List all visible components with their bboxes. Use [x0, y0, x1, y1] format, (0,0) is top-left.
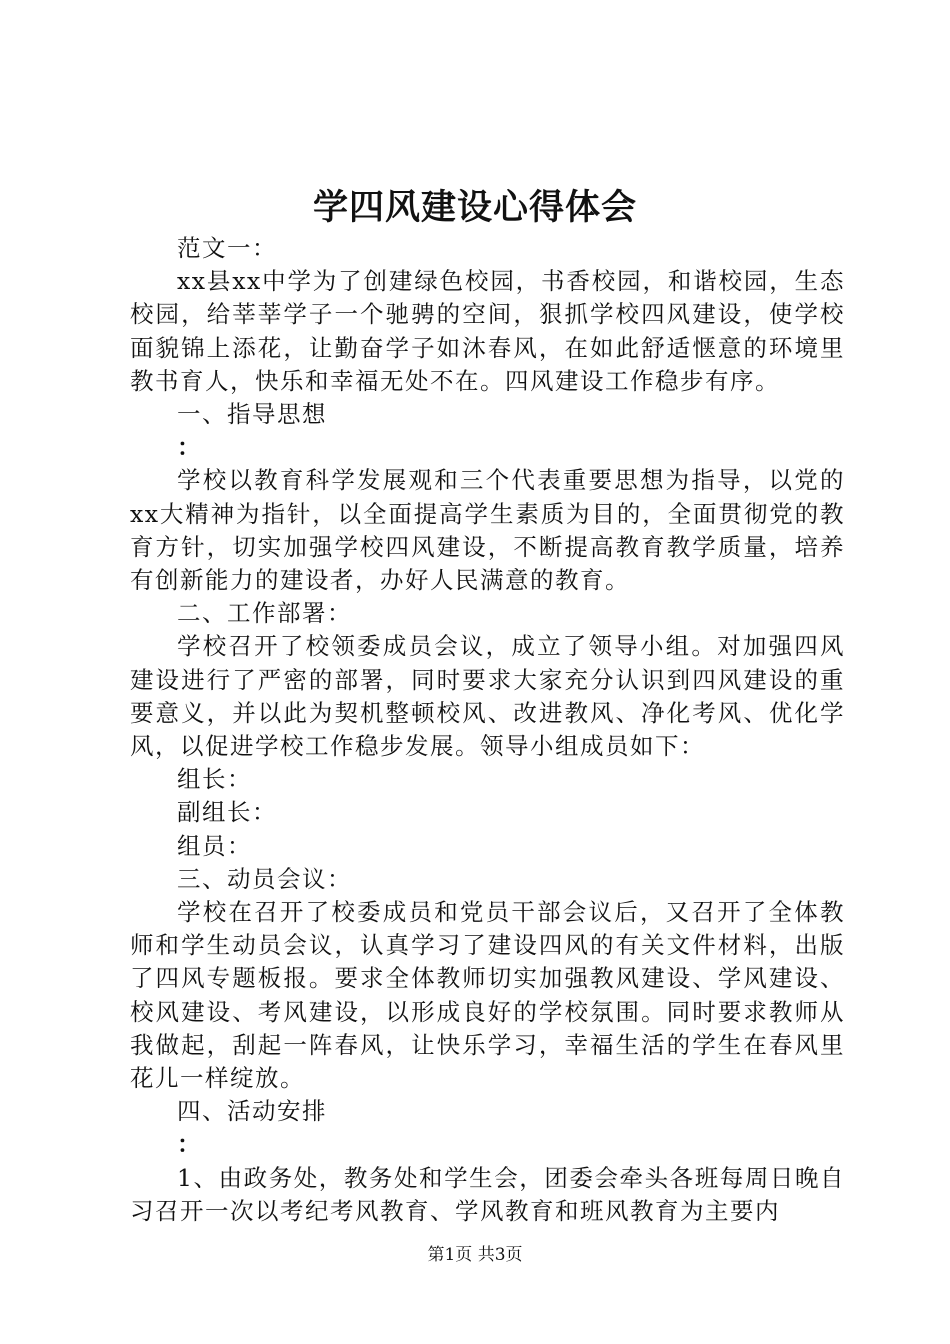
section-heading-activities: 四、活动安排 — [177, 1097, 327, 1126]
paragraph-mobilization: 学校在召开了校委成员和党员干部会议后，又召开了全体教师和学生动员会议，认真学习了建设四风的有关文件材料，出版了四风专题板报。要求全体教师切实加强教风建设、学风建设、校风建设、考风建设，以形成良好的学校氛围。同时要求教师从我做起，刮起一阵春风，让快乐学习，幸福生活的学生在春风里花儿一样绽放。 — [130, 898, 845, 1093]
section-colon: ： — [177, 1130, 202, 1159]
paragraph-work-deployment: 学校召开了校领委成员会议，成立了领导小组。对加强四风建设进行了严密的部署，同时要求大家充分认识到四风建设的重要意义，并以此为契机整顿校风、改进教风、净化考风、优化学风，以促进学校工作稳步发展。领导小组成员如下： — [130, 632, 845, 761]
page-number-footer: 第1页 共3页 — [427, 1245, 523, 1265]
paragraph-sample-heading: 范文一： — [177, 234, 277, 262]
section-heading-mobilization: 三、动员会议： — [177, 864, 352, 893]
section-heading-guiding-ideology: 一、指导思想 — [177, 400, 327, 429]
member-leader: 组长： — [177, 765, 252, 794]
document-title: 学四风建设心得体会 — [312, 187, 637, 228]
paragraph-intro: xx县xx中学为了创建绿色校园，书香校园，和谐校园，生态校园，给莘莘学子一个驰骋的空间，狠抓学校四风建设，使学校面貌锦上添花，让勤奋学子如沐春风，在如此舒适惬意的环境里教书育人，快乐和幸福无处不在。四风建设工作稳步有序。 — [130, 267, 845, 395]
paragraph-guiding-ideology: 学校以教育科学发展观和三个代表重要思想为指导，以党的xx大精神为指针，以全面提高学生素质为目的，全面贯彻党的教育方针，切实加强学校四风建设，不断提高教育教学质量，培养有创新能力的建设者，办好人民满意的教育。 — [130, 466, 845, 595]
document-body — [130, 232, 845, 1228]
member-deputy-leader: 副组长： — [177, 798, 277, 827]
section-heading-work-deployment: 二、工作部署： — [177, 599, 352, 628]
member-members: 组员： — [177, 831, 252, 860]
paragraph-activity-1: 1、由政务处，教务处和学生会，团委会牵头各班每周日晚自习召开一次以考纪考风教育、学风教育和班风教育为主要内 — [130, 1163, 845, 1225]
section-colon: ： — [177, 433, 202, 462]
